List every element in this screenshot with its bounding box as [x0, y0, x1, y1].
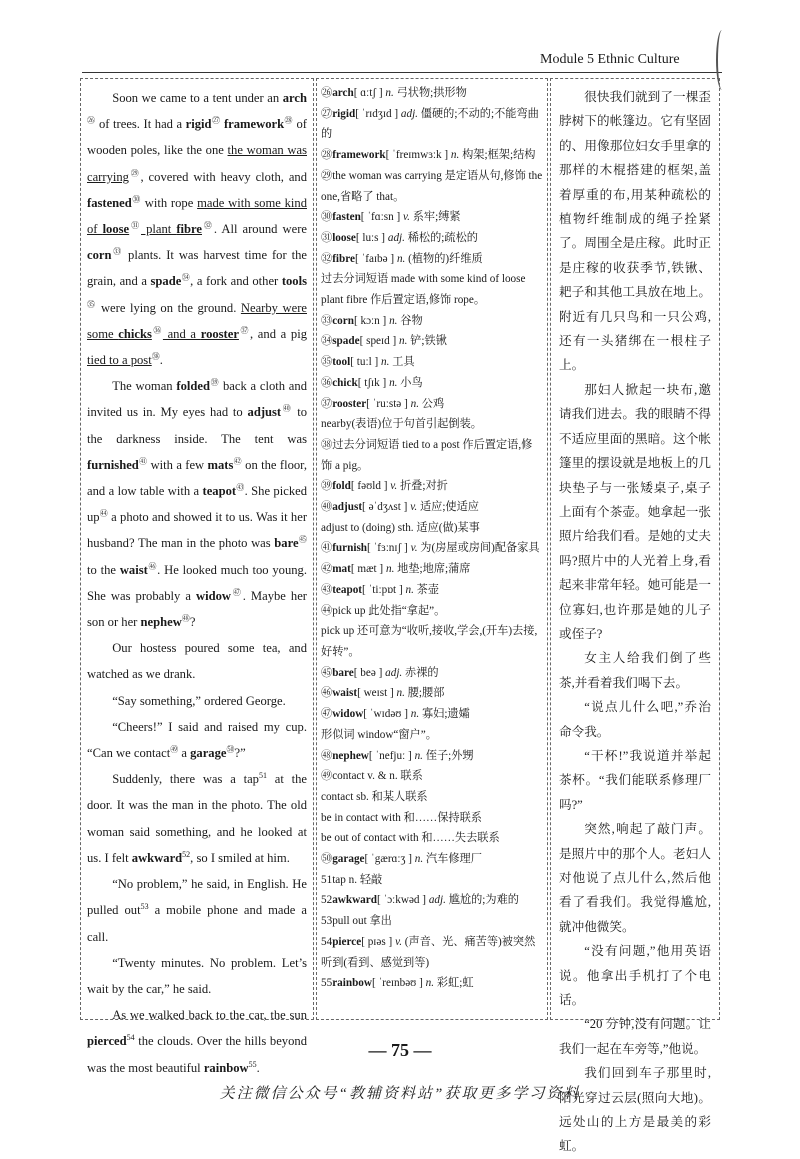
chinese-paragraph: “干杯!”我说道并举起茶杯。“我们能联系修理厂吗?”	[559, 748, 711, 812]
keyword: adjust	[247, 405, 282, 420]
keyword: framework	[332, 149, 386, 162]
keyword: widow	[195, 588, 231, 603]
note-marker: ㊶	[138, 456, 148, 466]
text-run: 侄子;外甥	[422, 749, 474, 762]
keyword: teapot	[202, 484, 237, 499]
vocab-note	[321, 704, 543, 725]
text-run: n.	[396, 252, 406, 265]
vocab-note	[321, 394, 543, 415]
text-run: to the	[87, 562, 120, 577]
vocab-note	[321, 249, 543, 270]
keyword: waist	[119, 562, 148, 577]
text-run: . All around were	[213, 222, 308, 237]
vocab-note	[321, 166, 543, 207]
keyword: garage	[332, 853, 365, 866]
text-run: 过去分词短语 made with some kind of loose plant fibre 作后置定语,修饰 rope。	[321, 273, 526, 307]
text-run: [ ˈnefjuː ]	[368, 749, 415, 762]
chinese-paragraph: 很快我们就到了一棵歪脖树下的帐篷边。它有坚固的、用像那位妇女手里拿的那样的木棍搭建的框架,盖着厚重的布,用某种疏松的植物纤维制成的绳子拴紧了。周围全是庄稼。此时正是庄稼的收获季节,铁锹、耙子和其他工具放在地上。附近有几只鸟和一只公鸡,还有一头猪绑在一根柱子上。	[559, 90, 711, 373]
keyword: fibre	[332, 252, 355, 265]
text-run: on the floor, and a low table with a	[87, 457, 308, 499]
text-run: 折叠;对折	[397, 480, 448, 493]
text-run: ㉞	[321, 335, 333, 348]
text-run: Our hostess poured some tea, and watched as we drank.	[87, 641, 307, 682]
text-run: n.	[385, 87, 394, 99]
keyword: awkward	[131, 850, 183, 865]
vocab-note	[321, 207, 543, 228]
keyword: tools	[281, 274, 307, 289]
text-run: ㊼	[321, 708, 333, 721]
text-run: 寡妇;遗孀	[419, 708, 470, 721]
module-header: Module 5 Ethnic Culture	[540, 52, 680, 67]
text-run: ㊱	[321, 376, 333, 389]
text-run: , and a pig	[249, 326, 308, 341]
note-marker: ㊹	[99, 509, 108, 519]
text-run: 适应;使适应	[417, 501, 479, 514]
text-run: ㉖	[321, 87, 333, 99]
text-run: . He looked much too young. She was probably a	[87, 562, 308, 603]
text-run: [ ˈwɪdəʊ ]	[363, 708, 411, 721]
text-run: n.	[389, 314, 398, 327]
text-run: [ kɔːn ]	[353, 314, 390, 327]
text-run: ?”	[234, 746, 246, 761]
text-run: ㊻	[321, 687, 333, 700]
note-marker: ㊻	[147, 561, 158, 571]
vocab-note	[321, 973, 543, 994]
vocab-note	[321, 476, 543, 497]
note-marker: ㊲	[238, 325, 250, 335]
text-run: be in contact with 和……保持联系	[321, 811, 482, 824]
text-run: [ ˈruːstə ]	[366, 397, 411, 410]
english-paragraph	[87, 766, 307, 871]
text-run: ㊿	[321, 853, 333, 866]
text-run: 形似词 window“窗户”。	[321, 728, 437, 741]
vocab-note	[321, 104, 543, 145]
text-run: n.	[396, 687, 405, 700]
text-run: [ ˈrɪdʒɪd ]	[355, 107, 401, 120]
text-run: [ weɪst ]	[357, 687, 397, 700]
keyword: spade	[150, 274, 182, 289]
vocab-note	[321, 601, 543, 622]
vocab-note	[321, 331, 543, 352]
note-marker: ㊿	[226, 744, 235, 754]
keyword: corn	[87, 248, 112, 263]
vocab-note	[321, 83, 543, 104]
vocab-note	[321, 145, 543, 166]
text-run: be out of contact with 和……失去联系	[321, 832, 500, 845]
vocab-note	[321, 746, 543, 767]
text-run: [ ˈgærɑːʒ ]	[364, 853, 415, 866]
keyword: bare	[332, 666, 354, 679]
english-paragraph	[87, 635, 307, 687]
text-run: n.	[389, 376, 398, 389]
english-text-column	[80, 78, 314, 1075]
text-run: [ tʃɪk ]	[357, 376, 390, 389]
text-run: [ mæt ]	[350, 563, 386, 576]
text-run: tied to a post	[87, 353, 152, 368]
text-run: n.	[405, 583, 414, 596]
header-rule	[82, 72, 722, 73]
text-run: at the door. It was the man in the photo. The old woman said something, and he looked at us. I felt	[87, 772, 307, 865]
text-run: 小鸟	[397, 376, 423, 389]
text-run: 铲;铁锹	[407, 335, 447, 348]
text-run: ㉝	[321, 314, 333, 327]
note-marker: ㉘	[284, 116, 293, 126]
vocab-note	[321, 766, 543, 787]
vocab-note	[321, 538, 543, 559]
keyword: mat	[332, 563, 351, 576]
note-marker: ㉛	[129, 220, 141, 230]
keyword: furnish	[332, 542, 368, 555]
vocab-note	[321, 911, 543, 932]
chinese-paragraph: 那妇人掀起一块布,邀请我们进去。我的眼睛不得不适应里面的黑暗。这个帐篷里的摆设就是地板上的几块垫子与一张矮桌子,桌子上面有个茶壶。她拿起一张照片给我们看。是她的丈夫吗?照片中的人光着上身,看起来非常年轻。她可能是一位寡妇,也许那是她的儿子或侄子?	[559, 382, 711, 641]
text-run: with rope	[141, 195, 198, 210]
keyword: bare	[274, 536, 299, 551]
vocab-note	[321, 932, 543, 973]
text-run: [ luːs ]	[355, 231, 388, 244]
vocab-note	[321, 311, 543, 332]
chinese-paragraph: “说点儿什么吧,”乔治命令我。	[559, 700, 711, 739]
text-run: n.	[414, 749, 423, 762]
note-marker: ㉜	[201, 220, 214, 230]
keyword: teapot	[332, 583, 363, 596]
note-marker: ㉗	[211, 116, 221, 126]
vocab-note	[321, 373, 543, 394]
english-paragraph	[87, 85, 307, 373]
keyword: fasten	[332, 211, 361, 224]
text-run: adj.	[428, 894, 446, 907]
text-run: [ əˈdʒʌst ]	[362, 501, 411, 514]
text-run: to the darkness inside. The tent was	[87, 405, 308, 446]
footer-note: 关注微信公众号“教辅资料站”获取更多学习资料	[219, 1086, 581, 1102]
note-marker: ㊸	[236, 482, 245, 492]
text-run: Nearby were some	[87, 300, 307, 341]
text-run: 尴尬的;为难的	[445, 894, 519, 907]
vocab-note	[321, 890, 543, 911]
keyword: loose	[332, 231, 356, 244]
note-marker: 55	[248, 1059, 257, 1069]
note-marker: ㊾	[170, 744, 179, 754]
keyword: tool	[332, 356, 351, 369]
translation-column	[550, 78, 720, 1154]
text-run: ㊾contact v. & n. 联系	[321, 770, 423, 783]
text-run: .	[159, 353, 163, 368]
keyword: rigid	[332, 107, 356, 120]
text-run: plant	[141, 222, 177, 237]
text-run: ㊳过去分词短语 tied to a post 作后置定语,修饰 a pig。	[321, 438, 533, 472]
text-run: 稀松的;疏松的	[404, 231, 478, 244]
keyword: chicks	[118, 326, 152, 341]
text-run: [ ˈɔːkwəd ]	[376, 894, 429, 907]
text-run: 谷物	[397, 314, 423, 327]
text-run: pick up 还可意为“收听,接收,学会,(开车)去接,好转”。	[321, 625, 538, 658]
note-marker: ㉞	[181, 273, 191, 283]
text-run: ㉛	[321, 231, 333, 244]
text-run: ㊵	[321, 501, 333, 514]
note-marker: ㉚	[131, 194, 142, 204]
keyword: loose	[102, 222, 130, 237]
keyword: rainbow	[203, 1060, 249, 1075]
text-run: “No problem,” he said, in English. He pulled out	[87, 877, 307, 918]
note-marker: ㊱	[151, 325, 163, 335]
chinese-paragraph: 突然,响起了敲门声。是照片中的那个人。老妇人对他说了点儿什么,然后他看了看我们。我觉得尴尬,就冲他微笑。	[559, 822, 711, 934]
vocab-note	[321, 559, 543, 580]
text-run: ?	[189, 615, 196, 630]
text-run: [ pɪəs ]	[361, 935, 396, 948]
text-run: n.	[399, 335, 408, 348]
keyword: waist	[332, 687, 358, 700]
text-run: .	[256, 1060, 260, 1075]
text-run: 系牢;缚紧	[409, 211, 461, 224]
note-marker: ㉟	[87, 299, 97, 309]
note-marker: ㊷	[233, 456, 242, 466]
text-run: 茶壶	[413, 583, 440, 596]
vocab-note	[321, 352, 543, 373]
text-run: with a few	[147, 457, 208, 472]
text-run: [ beə ]	[353, 666, 386, 679]
vocab-note	[321, 269, 543, 310]
vocab-note	[321, 663, 543, 684]
text-run: ㊶	[321, 542, 333, 555]
text-run: Suddenly, there was a tap	[112, 772, 259, 787]
text-run: 工具	[389, 356, 415, 369]
text-run: adjust to (doing) sth. 适应(做)某事	[321, 521, 480, 534]
text-run: [ tuːl ]	[350, 356, 381, 369]
text-run: ㊹pick up 此处指“拿起”。	[321, 604, 446, 617]
vocab-note	[321, 580, 543, 601]
text-run: ㊷	[321, 563, 333, 576]
note-marker: 52	[182, 849, 191, 859]
text-run: ㉚	[321, 211, 333, 224]
text-run: ㊴	[321, 480, 333, 493]
text-run: n.	[381, 356, 390, 369]
text-run: (植物的)纤维质	[405, 252, 483, 265]
text-run: [ ˈtiːpɒt ]	[362, 583, 406, 596]
keyword: rooster	[332, 397, 367, 410]
vocab-note	[321, 683, 543, 704]
keyword: furnished	[87, 457, 139, 472]
text-run: “Twenty minutes. No problem. Let’s wait by the car,” he said.	[87, 955, 307, 996]
chinese-paragraph: “没有问题,”他用英语说。他拿出手机打了个电话。	[559, 944, 711, 1008]
text-run: and a	[162, 326, 201, 341]
keyword: arch	[332, 87, 354, 99]
note-marker: ㉝	[111, 247, 124, 257]
english-paragraph	[87, 373, 307, 635]
text-run: 僵硬的;不动的;不能弯曲的	[321, 107, 539, 141]
text-run: a photo and showed it to us. Was it her husband? The man in the photo was	[87, 510, 308, 551]
vocab-note	[321, 870, 543, 891]
vocab-note	[321, 828, 543, 849]
text-run: As we walked back to the car, the sun	[112, 1008, 307, 1023]
note-marker: ㊽	[181, 613, 190, 623]
text-run: plants. It was harvest time for the grain, and a	[87, 248, 308, 289]
text-run: 地垫;地席;蒲席	[394, 563, 471, 576]
text-run: 53pull out 拿出	[321, 915, 392, 928]
vocab-note	[321, 849, 543, 870]
text-run: back a cloth and invited us in. My eyes had to	[87, 379, 307, 420]
note-marker: ㊼	[230, 587, 243, 597]
page-number: — 75 —	[368, 1040, 432, 1060]
text-run: ㉗	[321, 107, 333, 120]
vocab-note	[321, 725, 543, 746]
keyword: mats	[207, 457, 234, 472]
keyword: fastened	[87, 195, 132, 210]
keyword: rigid	[185, 117, 212, 132]
keyword: awkward	[332, 894, 377, 907]
vocab-note	[321, 497, 543, 518]
text-run: 构架;框架;结构	[459, 149, 536, 162]
text-run: 51tap n. 轻敲	[321, 873, 383, 886]
text-run: Soon we came to a tent under an	[112, 91, 283, 105]
text-run: “Cheers!” I said and raised my cup. “Can we contact	[87, 719, 307, 761]
note-marker: ㊵	[281, 404, 293, 414]
vocab-note	[321, 621, 543, 662]
text-run: , covered with heavy cloth, and	[140, 169, 308, 184]
keyword: spade	[332, 335, 360, 348]
text-run: n.	[425, 977, 435, 990]
keyword: pierced	[87, 1034, 127, 1049]
text-run: adj.	[387, 231, 405, 244]
text-run: ㉙the woman was carrying 是定语从句,修饰 the one,省略了 that。	[321, 169, 543, 203]
text-run: 公鸡	[419, 397, 445, 410]
vocab-note	[321, 518, 543, 539]
note-marker: 51	[258, 771, 267, 781]
text-run: [ ɑːtʃ ]	[353, 87, 386, 99]
text-run: [ ˈreɪnbəʊ ]	[371, 977, 426, 990]
text-run: [ ˈfreɪmwɜːk ]	[385, 149, 451, 162]
text-run: the clouds. Over the hills beyond was the most beautiful	[87, 1034, 307, 1075]
keyword: garage	[190, 746, 227, 761]
note-marker: ㊴	[209, 378, 220, 388]
chinese-paragraph: 女主人给我们倒了些茶,并看着我们喝下去。	[559, 651, 711, 690]
text-run: [ fəʊld ]	[350, 480, 391, 493]
text-run: (声音、光、痛苦等)被突然听到(看到、感觉到等)	[321, 935, 536, 969]
keyword: corn	[332, 314, 354, 327]
text-run: ㉜	[321, 252, 333, 265]
text-run: [ ˈfɑːsn ]	[360, 211, 403, 224]
vocab-note	[321, 228, 543, 249]
keyword: widow	[332, 708, 364, 721]
text-run: the woman was carrying	[87, 143, 307, 184]
notes-column	[316, 78, 548, 1020]
keyword: adjust	[332, 501, 363, 514]
keyword: folded	[176, 379, 210, 394]
text-run: . She picked up	[87, 484, 307, 525]
chinese-paragraph: 我们回到车子那里时,阳光穿过云层(照向大地)。远处山的上方是最美的彩虹。	[559, 1066, 711, 1154]
keyword: pierce	[332, 935, 362, 948]
text-run: n.	[414, 853, 424, 866]
text-run: [ ˈfɜːnɪʃ ]	[367, 542, 411, 555]
text-run: 赤裸的	[402, 666, 439, 679]
text-run: , so I smiled at him.	[190, 850, 290, 865]
text-run: 55	[321, 977, 333, 990]
keyword: arch	[282, 91, 307, 105]
keyword: nephew	[332, 749, 369, 762]
note-marker: 54	[126, 1033, 135, 1043]
text-run: of wooden poles, like the one	[87, 117, 307, 158]
text-run: v.	[395, 935, 402, 948]
text-run: a	[178, 746, 191, 761]
text-run: ㊸	[321, 583, 333, 596]
text-run: ㊲	[321, 397, 333, 410]
vocab-note	[321, 414, 543, 435]
text-run: a mobile phone and made a call.	[87, 903, 307, 944]
vocab-note	[321, 787, 543, 808]
text-run: ㉘	[321, 149, 333, 162]
text-run: “Say something,” ordered George.	[112, 693, 286, 708]
text-run: ㊺	[321, 666, 333, 679]
text-run: 52	[321, 894, 333, 907]
text-run: . Maybe her son or her	[87, 588, 307, 630]
note-marker: ㉙	[128, 168, 141, 178]
text-run: contact sb. 和某人联系	[321, 790, 428, 803]
text-run: adj.	[385, 666, 403, 679]
text-run: 54	[321, 935, 333, 948]
note-marker: ㊳	[151, 351, 160, 361]
note-marker: 53	[140, 902, 149, 912]
text-run: [ ˈfaɪbə ]	[355, 252, 397, 265]
text-run: v.	[410, 542, 418, 555]
english-paragraph	[87, 688, 307, 714]
vocab-note	[321, 435, 543, 476]
text-run: 彩虹;虹	[434, 977, 474, 990]
keyword: nephew	[140, 615, 182, 630]
text-run: ㊽	[321, 749, 333, 762]
text-run: of trees. It had a	[95, 117, 186, 132]
text-run: adj.	[400, 107, 418, 120]
text-run: n.	[410, 397, 419, 410]
text-run: The woman	[112, 379, 177, 394]
note-marker: ㉖	[87, 116, 96, 126]
chinese-paragraph: “20 分钟,没有问题。让我们一起在车旁等,”他说。	[559, 1017, 711, 1056]
keyword: chick	[332, 376, 358, 389]
text-run: 汽车修理厂	[423, 853, 482, 866]
text-run: 腰;腰部	[404, 687, 445, 700]
english-paragraph	[87, 950, 307, 1002]
text-run: v.	[390, 480, 398, 493]
text-run: n.	[450, 149, 460, 162]
keyword: fibre	[176, 222, 202, 237]
text-run: n.	[410, 708, 420, 721]
text-run: nearby(表语)位于句首引起倒装。	[321, 418, 482, 431]
text-run: v.	[403, 211, 410, 224]
text-run: n.	[385, 563, 395, 576]
text-run: made with some kind of	[87, 195, 307, 237]
vocab-note	[321, 808, 543, 829]
text-run: , a fork and other	[190, 274, 282, 289]
text-run: were lying on the ground.	[96, 300, 241, 315]
keyword: framework	[223, 117, 285, 132]
text-run: v.	[410, 501, 418, 514]
text-run: [ speɪd ]	[359, 335, 400, 348]
keyword: rooster	[200, 326, 239, 341]
english-paragraph	[87, 871, 307, 950]
keyword: fold	[332, 480, 351, 493]
keyword: rainbow	[332, 977, 372, 990]
text-run: 弓状物;拱形物	[393, 87, 467, 99]
text-run: ㉟	[321, 356, 333, 369]
english-paragraph	[87, 714, 307, 766]
text-run: 为(房屋或房间)配备家具	[417, 542, 540, 555]
note-marker: ㊺	[298, 535, 308, 545]
